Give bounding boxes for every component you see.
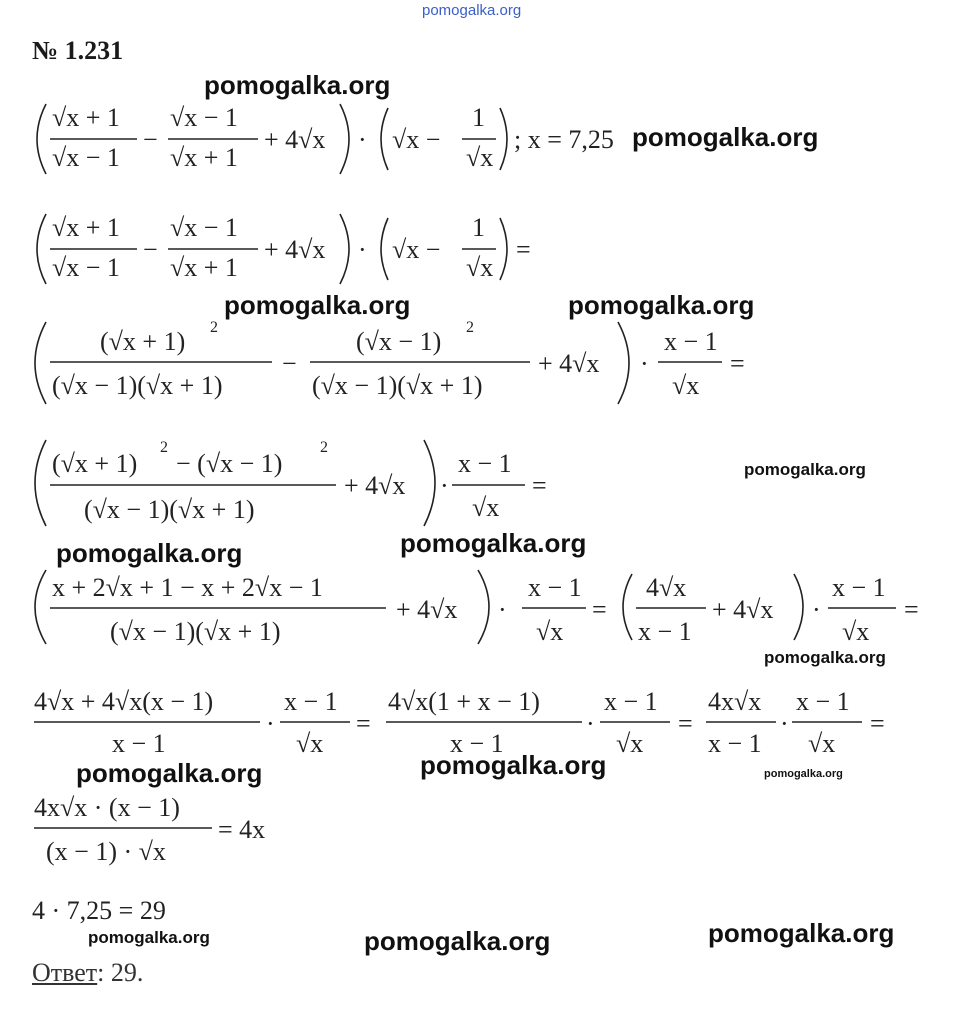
svg-text:x − 1: x − 1 bbox=[458, 449, 512, 478]
site-header-link[interactable]: pomogalka.org bbox=[422, 2, 522, 19]
svg-text:4x√x · (x − 1): 4x√x · (x − 1) bbox=[34, 793, 180, 822]
svg-text:−: − bbox=[143, 125, 158, 154]
svg-text:x − 1: x − 1 bbox=[832, 573, 886, 602]
svg-text:−: − bbox=[143, 235, 158, 264]
svg-text:=: = bbox=[678, 709, 693, 738]
svg-text:√x: √x bbox=[466, 253, 494, 282]
svg-text:=: = bbox=[532, 471, 547, 500]
svg-text:·: · bbox=[780, 709, 789, 738]
svg-text:√x − 1: √x − 1 bbox=[52, 253, 120, 282]
svg-text:2: 2 bbox=[320, 439, 328, 456]
svg-text:√x: √x bbox=[472, 493, 500, 522]
svg-text:4√x + 4√x(x − 1): 4√x + 4√x(x − 1) bbox=[34, 687, 214, 716]
svg-text:·: · bbox=[358, 235, 367, 264]
svg-text:=: = bbox=[730, 349, 745, 378]
svg-text:1: 1 bbox=[472, 213, 485, 242]
svg-text:·: · bbox=[498, 595, 507, 624]
svg-text:x − 1: x − 1 bbox=[528, 573, 582, 602]
watermark: pomogalka.org bbox=[364, 926, 551, 956]
svg-text:− (√x − 1): − (√x − 1) bbox=[176, 449, 283, 478]
svg-text:√x − 1: √x − 1 bbox=[170, 103, 238, 132]
svg-text:4x√x: 4x√x bbox=[708, 687, 762, 716]
watermark: pomogalka.org bbox=[400, 528, 587, 558]
answer-label: Ответ bbox=[32, 958, 98, 987]
svg-text:x − 1: x − 1 bbox=[284, 687, 338, 716]
svg-text:−: − bbox=[282, 349, 297, 378]
svg-text:√x + 1: √x + 1 bbox=[170, 143, 238, 172]
svg-text:x − 1: x − 1 bbox=[638, 617, 692, 646]
watermark: pomogalka.org bbox=[568, 290, 755, 320]
watermark: pomogalka.org bbox=[744, 460, 866, 479]
answer-value: : 29. bbox=[97, 958, 144, 987]
watermark: pomogalka.org bbox=[420, 750, 607, 780]
watermark: pomogalka.org bbox=[204, 70, 391, 100]
svg-text:(√x − 1)(√x + 1): (√x − 1)(√x + 1) bbox=[110, 617, 281, 646]
svg-text:4√x(1 + x − 1): 4√x(1 + x − 1) bbox=[388, 687, 540, 716]
svg-text:x − 1: x − 1 bbox=[708, 729, 762, 758]
svg-text:+ 4√x: + 4√x bbox=[712, 595, 774, 624]
svg-text:√x − 1: √x − 1 bbox=[170, 213, 238, 242]
svg-text:·: · bbox=[812, 595, 821, 624]
svg-text:1: 1 bbox=[472, 103, 485, 132]
svg-text:= 4x: = 4x bbox=[218, 815, 266, 844]
svg-text:√x + 1: √x + 1 bbox=[52, 103, 120, 132]
svg-text:(√x − 1)(√x + 1): (√x − 1)(√x + 1) bbox=[84, 495, 255, 524]
watermark: pomogalka.org bbox=[56, 538, 243, 568]
watermark: pomogalka.org bbox=[88, 928, 210, 947]
svg-text:(√x − 1)(√x + 1): (√x − 1)(√x + 1) bbox=[52, 371, 223, 400]
svg-text:=: = bbox=[516, 235, 531, 264]
svg-text:√x: √x bbox=[616, 729, 644, 758]
svg-text:(x − 1) · √x: (x − 1) · √x bbox=[46, 837, 166, 866]
watermark: pomogalka.org bbox=[764, 768, 843, 780]
svg-text:x − 1: x − 1 bbox=[112, 729, 166, 758]
svg-text:=: = bbox=[904, 595, 919, 624]
problem-number: № 1.231 bbox=[32, 36, 124, 65]
watermark: pomogalka.org bbox=[76, 758, 263, 788]
svg-text:+ 4√x: + 4√x bbox=[264, 125, 326, 154]
svg-text:+ 4√x: + 4√x bbox=[264, 235, 326, 264]
svg-text:; x = 7,25: ; x = 7,25 bbox=[514, 125, 614, 154]
svg-text:x − 1: x − 1 bbox=[604, 687, 658, 716]
svg-text:·: · bbox=[266, 709, 275, 738]
answer-line bbox=[32, 958, 143, 988]
watermark: pomogalka.org bbox=[764, 648, 886, 667]
svg-text:·: · bbox=[586, 709, 595, 738]
watermark: pomogalka.org bbox=[708, 918, 895, 948]
svg-text:√x: √x bbox=[536, 617, 564, 646]
svg-text:=: = bbox=[592, 595, 607, 624]
svg-text:√x: √x bbox=[672, 371, 700, 400]
svg-text:√x: √x bbox=[466, 143, 494, 172]
svg-text:2: 2 bbox=[466, 319, 474, 336]
svg-text:·: · bbox=[640, 349, 649, 378]
svg-text:x − 1: x − 1 bbox=[664, 327, 718, 356]
svg-text:(√x + 1): (√x + 1) bbox=[52, 449, 138, 478]
svg-text:·: · bbox=[440, 471, 449, 500]
svg-text:(√x + 1): (√x + 1) bbox=[100, 327, 186, 356]
svg-text:√x: √x bbox=[808, 729, 836, 758]
svg-text:√x − 1: √x − 1 bbox=[52, 143, 120, 172]
svg-text:√x −: √x − bbox=[392, 125, 441, 154]
svg-text:+ 4√x: + 4√x bbox=[396, 595, 458, 624]
svg-text:·: · bbox=[358, 125, 367, 154]
computation-line: 4 · 7,25 = 29 bbox=[32, 896, 166, 925]
svg-text:x + 2√x + 1 − x + 2√x − 1: x + 2√x + 1 − x + 2√x − 1 bbox=[52, 573, 323, 602]
svg-text:√x + 1: √x + 1 bbox=[52, 213, 120, 242]
watermark: pomogalka.org bbox=[224, 290, 411, 320]
svg-text:x − 1: x − 1 bbox=[796, 687, 850, 716]
svg-text:√x + 1: √x + 1 bbox=[170, 253, 238, 282]
svg-text:(√x − 1): (√x − 1) bbox=[356, 327, 442, 356]
svg-text:√x −: √x − bbox=[392, 235, 441, 264]
svg-text:x − 1: x − 1 bbox=[450, 729, 504, 758]
svg-text:(√x − 1)(√x + 1): (√x − 1)(√x + 1) bbox=[312, 371, 483, 400]
svg-text:=: = bbox=[870, 709, 885, 738]
svg-text:√x: √x bbox=[296, 729, 324, 758]
svg-text:4√x: 4√x bbox=[646, 573, 687, 602]
svg-text:+ 4√x: + 4√x bbox=[344, 471, 406, 500]
svg-text:√x: √x bbox=[842, 617, 870, 646]
svg-text:=: = bbox=[356, 709, 371, 738]
svg-text:+ 4√x: + 4√x bbox=[538, 349, 600, 378]
svg-text:2: 2 bbox=[210, 319, 218, 336]
watermark: pomogalka.org bbox=[632, 122, 819, 152]
svg-text:2: 2 bbox=[160, 439, 168, 456]
